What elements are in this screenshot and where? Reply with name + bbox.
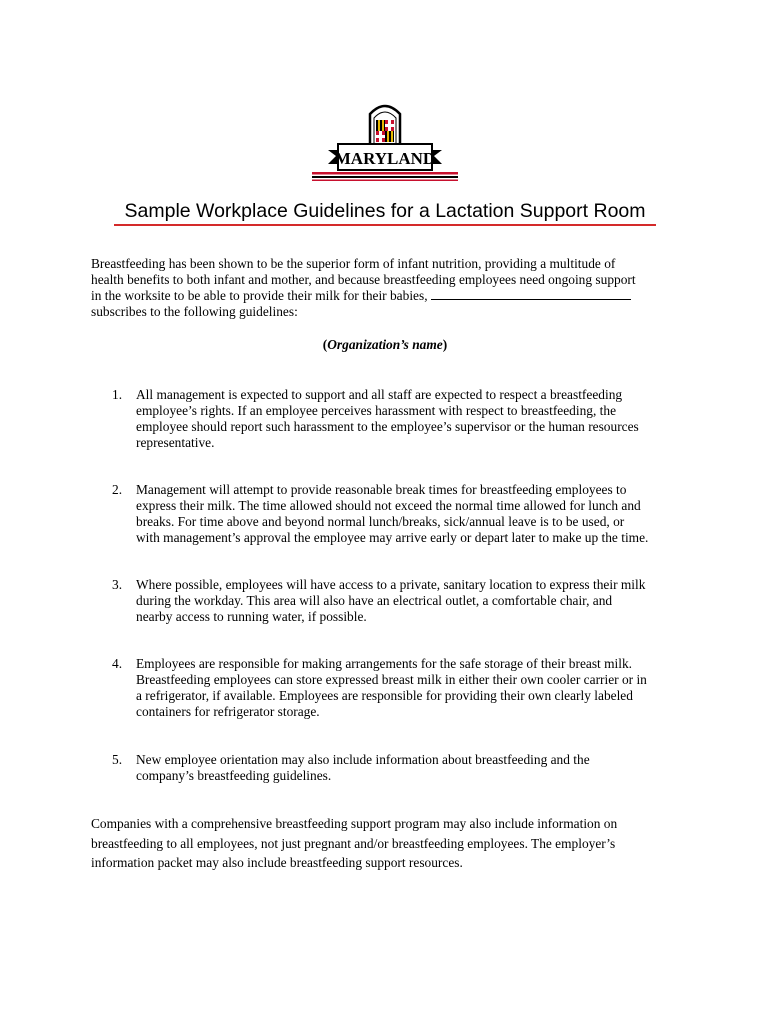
item-number: 5. [112, 752, 123, 767]
intro-paragraph [91, 256, 691, 320]
item-line: Breastfeeding employees can store expressed breast milk in either their own cooler carrier or in [136, 672, 647, 687]
item-line: company’s breastfeeding guidelines. [136, 768, 332, 783]
maryland-logo [300, 96, 470, 186]
caption-paren-open: ( [322, 337, 328, 352]
item-line: employee should report such harassment to the employee’s supervisor or the human resources [136, 419, 639, 434]
item-number: 3. [112, 577, 123, 592]
item-line: breaks. For time above and beyond normal lunch/breaks, sick/annual leave is to be used, or [136, 514, 625, 529]
item-line: Employees are responsible for making arrangements for the safe storage of their breast milk. [136, 656, 633, 671]
item-line: nearby access to running water, if possible. [136, 609, 367, 624]
item-text [136, 656, 676, 720]
item-text [136, 577, 676, 625]
organization-name-blank[interactable] [431, 288, 631, 300]
item-number: 2. [112, 482, 123, 497]
intro-line: health benefits to both infant and mother, and because breastfeeding employees need ongoing support [91, 272, 636, 287]
item-line: All management is expected to support and all staff are expected to respect a breastfeeding [136, 387, 623, 402]
closing-line: Companies with a comprehensive breastfeeding support program may also include information on [91, 816, 618, 831]
item-number: 4. [112, 656, 123, 671]
caption-text: Organization’s name [327, 337, 443, 352]
item-line: employee’s rights. If an employee perceives harassment with respect to breastfeeding, the [136, 403, 617, 418]
intro-line: Breastfeeding has been shown to be the superior form of infant nutrition, providing a multitude of [91, 256, 616, 271]
item-line: express their milk. The time allowed should not exceed the normal time allowed for lunch and [136, 498, 641, 513]
item-line: representative. [136, 435, 215, 450]
document-title: Sample Workplace Guidelines for a Lactation Support Room [124, 200, 646, 222]
closing-paragraph [91, 814, 691, 873]
item-line: Management will attempt to provide reasonable break times for breastfeeding employees to [136, 482, 627, 497]
organization-name-caption [0, 337, 770, 353]
item-number: 1. [112, 387, 123, 402]
closing-line: information packet may also include breastfeeding support resources. [91, 855, 463, 870]
title-underline [114, 224, 656, 226]
item-line: containers for refrigerator storage. [136, 704, 320, 719]
item-line: Where possible, employees will have access to a private, sanitary location to express their milk [136, 577, 646, 592]
item-text [136, 752, 676, 784]
item-text [136, 482, 676, 546]
item-line: during the workday. This area will also have an electrical outlet, a comfortable chair, and [136, 593, 613, 608]
item-line: New employee orientation may also include information about breastfeeding and the [136, 752, 590, 767]
item-line: a refrigerator, if available. Employees are responsible for providing their own clearly labeled [136, 688, 633, 703]
closing-line: breastfeeding to all employees, not just pregnant and/or breastfeeding employees. The employer’s [91, 835, 616, 851]
logo-wordmark: MARYLAND [334, 149, 436, 168]
intro-line: subscribes to the following guidelines: [91, 304, 298, 319]
intro-line [91, 288, 691, 304]
intro-line-text: in the worksite to be able to provide their milk for their babies, [91, 288, 428, 303]
item-text [136, 387, 676, 451]
caption-paren-close: ) [442, 337, 448, 352]
item-line: with management’s approval the employee may arrive early or depart later to make up the time. [136, 530, 649, 545]
